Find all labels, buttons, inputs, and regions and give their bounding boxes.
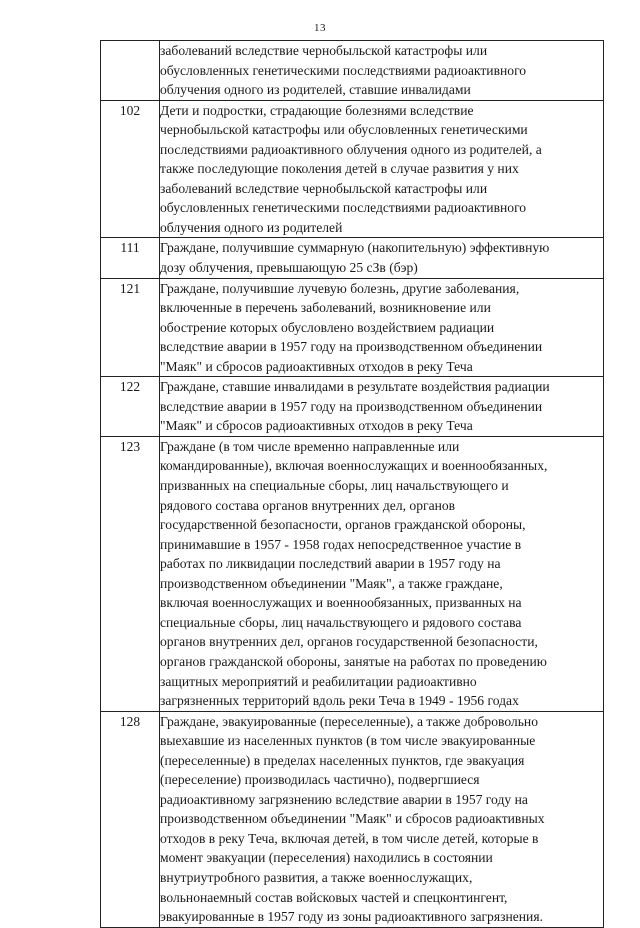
category-description: Граждане, получившие лучевую болезнь, другие заболевания, включенные в перечень заболеваний, возникновение или обострение которых обусловлено воздействием радиации вследствие аварии в 1957 году на производственном объединении "Маяк" и сбросов радиоактивных отходов в реку Теча — [160, 278, 604, 377]
table-row — [101, 711, 604, 927]
category-description: заболеваний вследствие чернобыльской катастрофы или обусловленных генетическими последствиями радиоактивного облучения одного из родителей, ставшие инвалидами — [160, 41, 604, 101]
category-code: 123 — [101, 436, 160, 711]
table-row — [101, 100, 604, 238]
table-row — [101, 41, 604, 101]
table-row — [101, 278, 604, 377]
page-number: 13 — [314, 22, 326, 34]
category-code: 128 — [101, 711, 160, 927]
category-code — [101, 41, 160, 101]
category-description: Граждане, получившие суммарную (накопительную) эффективную дозу облучения, превышающую 25 сЗв (бэр) — [160, 238, 604, 278]
category-code: 121 — [101, 278, 160, 377]
category-description: Граждане, ставшие инвалидами в результате воздействия радиации вследствие аварии в 1957 году на производственном объединении "Маяк" и сбросов радиоактивных отходов в реку Теча — [160, 377, 604, 437]
category-description: Граждане, эвакуированные (переселенные), а также добровольно выехавшие из населенных пунктов (в том числе эвакуированные (переселенные) в пределах населенных пунктов, где эвакуация (переселение) производилась частично), подвергшиеся радиоактивному загрязнению вследствие аварии в 1957 году на производственном объединении "Маяк" и сбросов радиоактивных отходов в реку Теча, включая детей, в том числе детей, которые в момент эвакуации (переселения) находились в состоянии внутриутробного развития, а также военнослужащих, вольнонаемный состав войсковых частей и спецконтингент, эвакуированные в 1957 году из зоны радиоактивного загрязнения. — [160, 711, 604, 927]
table-row — [101, 436, 604, 711]
category-description: Дети и подростки, страдающие болезнями вследствие чернобыльской катастрофы или обусловленных генетическими последствиями радиоактивного облучения одного из родителей, а также последующие поколения детей в случае развития у них заболеваний вследствие чернобыльской катастрофы или обусловленных генетическими последствиями радиоактивного облучения одного из родителей — [160, 100, 604, 238]
table-row — [101, 238, 604, 278]
category-code-table — [100, 40, 604, 928]
category-code: 102 — [101, 100, 160, 238]
category-description: Граждане (в том числе временно направленные или командированные), включая военнослужащих и военнообязанных, призванных на специальные сборы, лиц начальствующего и рядового состава органов внутренних дел, органов государственной безопасности, органов гражданской обороны, принимавшие в 1957 - 1958 годах непосредственное участие в работах по ликвидации последствий аварии в 1957 году на производственном объединении "Маяк", а также граждане, включая военнослужащих и военнообязанных, призванных на специальные сборы, лиц начальствующего и рядового состава органов внутренних дел, органов государственной безопасности, органов гражданской обороны, занятые на работах по проведению защитных мероприятий и реабилитации радиоактивно загрязненных территорий вдоль реки Теча в 1949 - 1956 годах — [160, 436, 604, 711]
table-row — [101, 377, 604, 437]
category-code: 122 — [101, 377, 160, 437]
category-code: 111 — [101, 238, 160, 278]
